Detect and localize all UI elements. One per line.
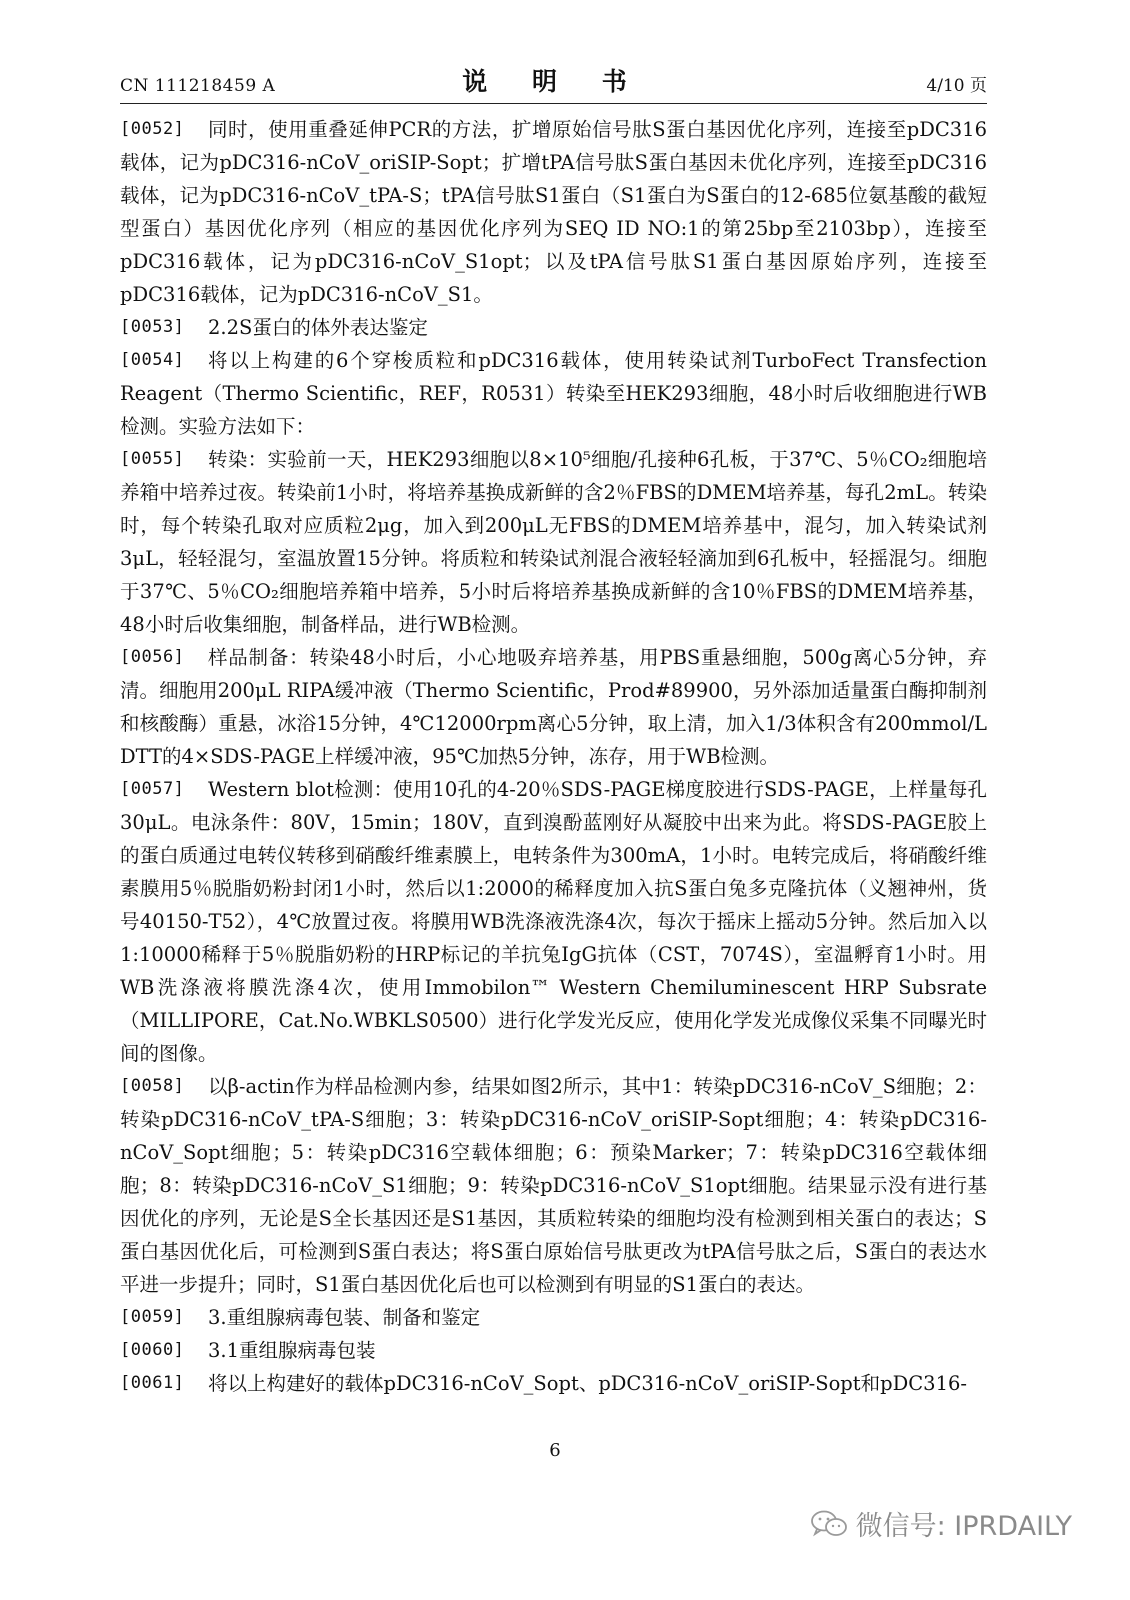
paragraph	[120, 113, 987, 311]
watermark	[810, 1504, 1072, 1543]
paragraph-text: 3.1重组腺病毒包装	[208, 1339, 376, 1362]
paragraph	[120, 773, 987, 1070]
paragraph-number: [0055]	[120, 449, 185, 469]
paragraph-text: 将以上构建好的载体pDC316-nCoV_Sopt、pDC316-nCoV_oriSIP-Sopt和pDC316-	[208, 1372, 967, 1395]
paragraph-number: [0052]	[120, 119, 185, 139]
page-header	[120, 62, 987, 102]
paragraph-number: [0060]	[120, 1340, 185, 1360]
wechat-icon	[810, 1509, 848, 1539]
paragraph-number: [0058]	[120, 1076, 185, 1096]
paragraph	[120, 1301, 987, 1334]
page-number: 6	[549, 1440, 561, 1461]
paragraph-text: 样品制备：转染48小时后，小心地吸弃培养基，用PBS重悬细胞，500g离心5分钟，弃清。细胞用200μL RIPA缓冲液（Thermo Scientific，Prod#89900，另外添加适量蛋白酶抑制剂和核酸酶）重悬，冰浴15分钟，4℃12000rpm离心5分钟，取上清，加入1/3体积含有200mmol/L DTT的4×SDS-PAGE上样缓冲液，95℃加热5分钟，冻存，用于WB检测。	[120, 646, 987, 768]
paragraph	[120, 344, 987, 443]
paragraph	[120, 1070, 987, 1301]
paragraph-text: Western blot检测：使用10孔的4-20％SDS-PAGE梯度胶进行SDS-PAGE，上样量每孔30μL。电泳条件：80V，15min；180V，直到溴酚蓝刚好从凝胶中出来为此。将SDS-PAGE胶上的蛋白质通过电转仪转移到硝酸纤维素膜上，电转条件为300mA，1小时。电转完成后，将硝酸纤维素膜用5％脱脂奶粉封闭1小时，然后以1:2000的稀释度加入抗S蛋白兔多克隆抗体（义翘神州，货号40150-T52），4℃放置过夜。将膜用WB洗涤液洗涤4次，每次于摇床上摇动5分钟。然后加入以1:10000稀释于5％脱脂奶粉的HRP标记的羊抗兔IgG抗体（CST，7074S），室温孵育1小时。用WB洗涤液将膜洗涤4次，使用Immobilon™ Western Chemiluminescent HRP Subsrate（MILLIPORE，Cat.No.WBKLS0500）进行化学发光反应，使用化学发光成像仪采集不同曝光时间的图像。	[120, 778, 987, 1065]
paragraph-number: [0057]	[120, 779, 185, 799]
paragraph-number: [0059]	[120, 1307, 185, 1327]
paragraph-text: 3.重组腺病毒包装、制备和鉴定	[208, 1306, 481, 1329]
publication-number: CN 111218459 A	[120, 76, 276, 96]
paragraph	[120, 311, 987, 344]
paragraph-text: 转染：实验前一天，HEK293细胞以8×10⁵细胞/孔接种6孔板，于37℃、5％CO₂细胞培养箱中培养过夜。转染前1小时，将培养基换成新鲜的含2％FBS的DMEM培养基，每孔2mL。转染时，每个转染孔取对应质粒2μg，加入到200μL无FBS的DMEM培养基中，混匀，加入转染试剂3μL，轻轻混匀，室温放置15分钟。将质粒和转染试剂混合液轻轻滴加到6孔板中，轻摇混匀。细胞于37℃、5％CO₂细胞培养箱中培养，5小时后将培养基换成新鲜的含10％FBS的DMEM培养基，48小时后收集细胞，制备样品，进行WB检测。	[120, 448, 987, 636]
document-body	[120, 113, 987, 1400]
paragraph-text: 以β-actin作为样品检测内参，结果如图2所示，其中1：转染pDC316-nCoV_S细胞；2：转染pDC316-nCoV_tPA-S细胞；3：转染pDC316-nCoV_oriSIP-Sopt细胞；4：转染pDC316-nCoV_Sopt细胞；5：转染pDC316空载体细胞；6：预染Marker；7：转染pDC316空载体细胞；8：转染pDC316-nCoV_S1细胞；9：转染pDC316-nCoV_S1opt细胞。结果显示没有进行基因优化的序列，无论是S全长基因还是S1基因，其质粒转染的细胞均没有检测到相关蛋白的表达；S蛋白基因优化后，可检测到S蛋白表达；将S蛋白原始信号肽更改为tPA信号肽之后，S蛋白的表达水平进一步提升；同时，S1蛋白基因优化后也可以检测到有明显的S1蛋白的表达。	[120, 1075, 987, 1296]
paragraph-number: [0061]	[120, 1373, 185, 1393]
paragraph	[120, 443, 987, 641]
paragraph-number: [0054]	[120, 350, 185, 370]
paragraph-number: [0053]	[120, 317, 185, 337]
paragraph-text: 同时，使用重叠延伸PCR的方法，扩增原始信号肽S蛋白基因优化序列，连接至pDC316载体，记为pDC316-nCoV_oriSIP-Sopt；扩增tPA信号肽S蛋白基因未优化序列，连接至pDC316载体，记为pDC316-nCoV_tPA-S；tPA信号肽S1蛋白（S1蛋白为S蛋白的12-685位氨基酸的截短型蛋白）基因优化序列（相应的基因优化序列为SEQ ID NO:1的第25bp至2103bp），连接至pDC316载体，记为pDC316-nCoV_S1opt；以及tPA信号肽S1蛋白基因原始序列，连接至pDC316载体，记为pDC316-nCoV_S1。	[120, 118, 987, 306]
paragraph-text: 2.2S蛋白的体外表达鉴定	[208, 316, 428, 339]
header-rule	[120, 103, 987, 104]
page-ratio: 4/10 页	[926, 76, 987, 96]
paragraph-text: 将以上构建的6个穿梭质粒和pDC316载体，使用转染试剂TurboFect Transfection Reagent（Thermo Scientific，REF，R0531）转染至HEK293细胞，48小时后收细胞进行WB检测。实验方法如下：	[120, 349, 987, 438]
document-title: 说 明 书	[462, 67, 645, 96]
watermark-text: 微信号: IPRDAILY	[855, 1511, 1072, 1542]
paragraph	[120, 641, 987, 773]
paragraph	[120, 1367, 987, 1400]
paragraph-number: [0056]	[120, 647, 185, 667]
paragraph	[120, 1334, 987, 1367]
